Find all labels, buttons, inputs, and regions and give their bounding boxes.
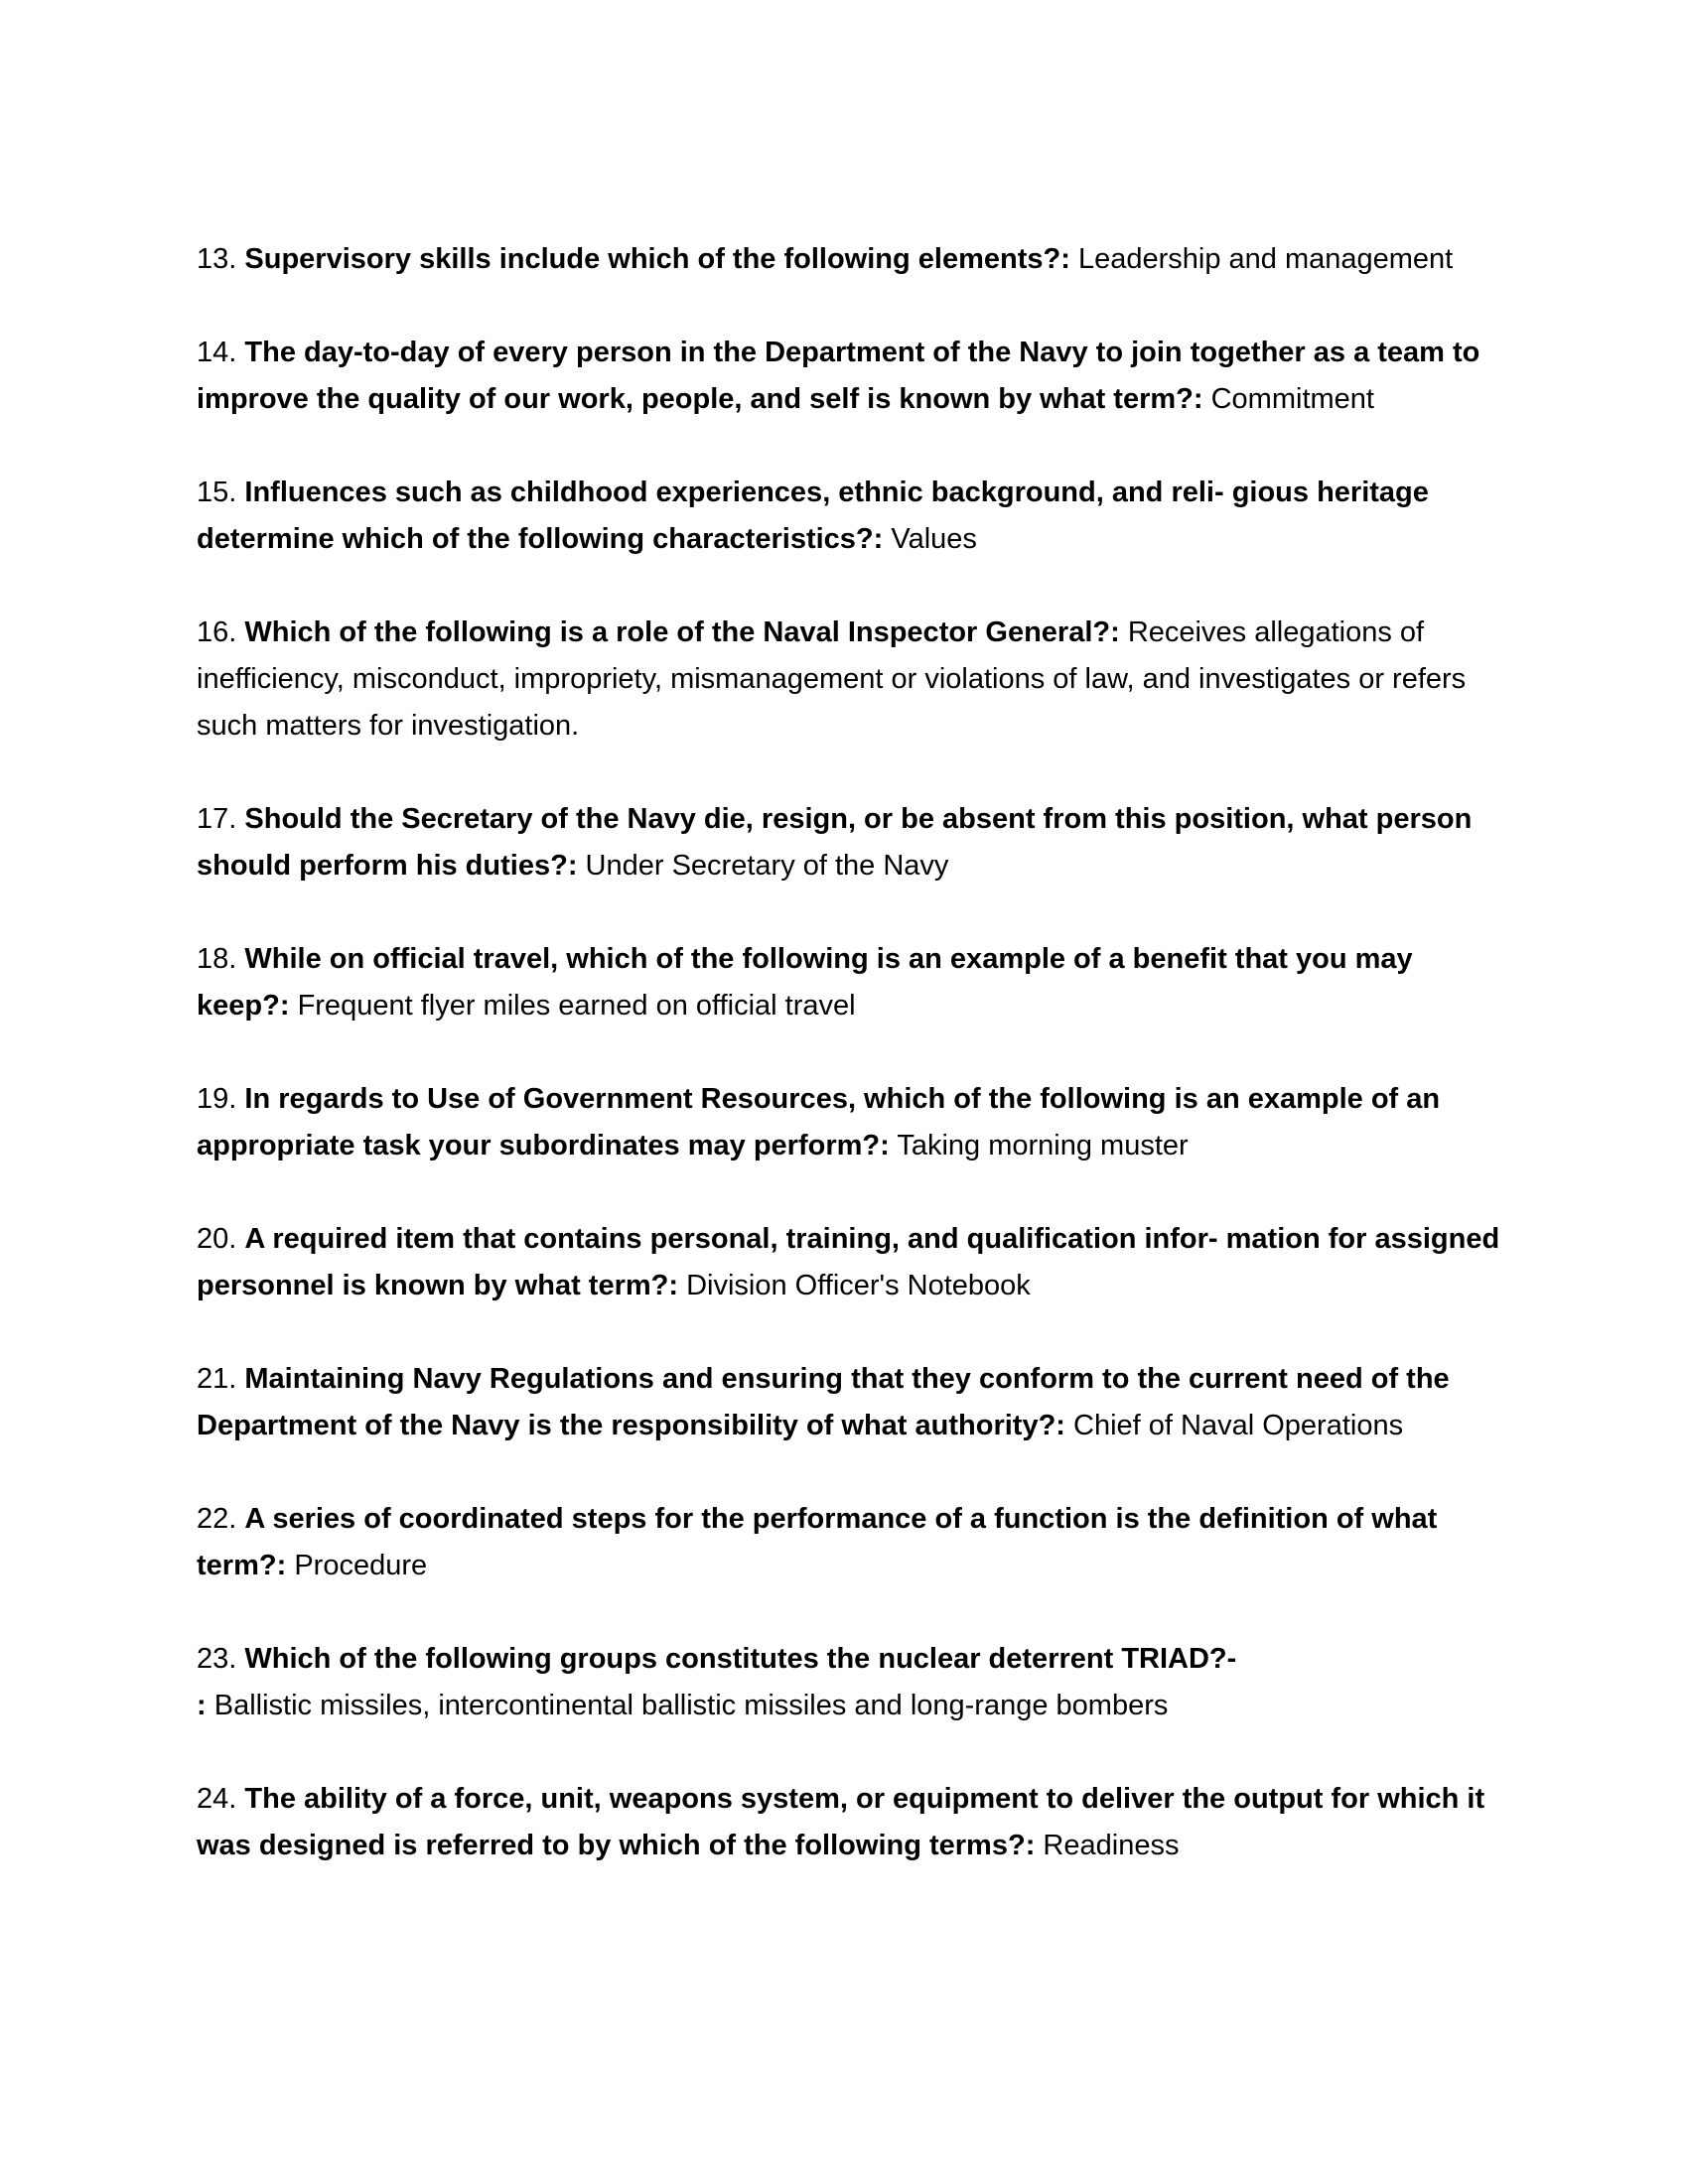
answer-separator: : [197, 1690, 207, 1721]
answer-text: Under Secretary of the Navy [585, 850, 949, 882]
answer-text: Commitment [1210, 383, 1374, 415]
answer-text: Division Officer's Notebook [686, 1270, 1031, 1301]
question-number: 21. [197, 1363, 237, 1395]
answer-separator: : [279, 990, 290, 1022]
question-text: A series of coordinated steps for the performance of a function is the definition of what term? [197, 1503, 1438, 1581]
answer-text: Leadership and management [1077, 243, 1454, 275]
answer-separator: : [1193, 383, 1203, 415]
question-text: Which of the following groups constitutes the nuclear deterrent TRIAD?- [244, 1643, 1237, 1675]
qa-item-15 [197, 470, 1507, 563]
question-number: 20. [197, 1223, 237, 1255]
answer-text: Chief of Naval Operations [1073, 1410, 1404, 1441]
question-text: While on official travel, which of the following is an example of a benefit that you may keep? [197, 943, 1413, 1022]
qa-item-14 [197, 330, 1507, 423]
question-number: 17. [197, 803, 237, 835]
answer-separator: : [1025, 1830, 1036, 1861]
qa-item-17 [197, 796, 1507, 889]
question-text: Which of the following is a role of the Naval Inspector General? [244, 616, 1111, 648]
question-text: Should the Secretary of the Navy die, resign, or be absent from this position, what person should perform his duties? [197, 803, 1473, 882]
answer-text: Values [891, 523, 977, 555]
qa-item-18 [197, 936, 1507, 1029]
answer-text: Frequent flyer miles earned on official travel [297, 990, 856, 1022]
qa-item-16 [197, 610, 1507, 750]
question-text: A required item that contains personal, training, and qualification infor- mation for assigned personnel is known by what term? [197, 1223, 1500, 1301]
qa-item-13 [197, 236, 1507, 283]
question-text: The ability of a force, unit, weapons system, or equipment to deliver the output for which it was designed is referred to by which of the following terms? [197, 1783, 1485, 1861]
answer-separator: : [880, 1130, 890, 1161]
question-number: 22. [197, 1503, 237, 1535]
question-number: 14. [197, 337, 237, 368]
answer-separator: : [567, 850, 578, 882]
answer-separator: : [668, 1270, 679, 1301]
question-text: The day-to-day of every person in the Department of the Navy to join together as a team to improve the quality of our work, people, and self is known by what term? [197, 337, 1480, 415]
answer-text: Ballistic missiles, intercontinental ballistic missiles and long-range bombers [213, 1690, 1169, 1721]
answer-separator: : [1110, 616, 1120, 648]
question-text: Influences such as childhood experiences, ethnic background, and reli- gious heritage determine which of the following characteristics? [197, 477, 1429, 555]
question-text: Supervisory skills include which of the following elements? [244, 243, 1061, 275]
qa-item-24 [197, 1776, 1507, 1869]
question-number: 13. [197, 243, 237, 275]
question-number: 24. [197, 1783, 237, 1815]
question-number: 15. [197, 477, 237, 508]
question-text: In regards to Use of Government Resources, which of the following is an example of an appropriate task your subordinates may perform? [197, 1083, 1441, 1161]
question-number: 18. [197, 943, 237, 975]
answer-separator: : [873, 523, 884, 555]
qa-item-22 [197, 1496, 1507, 1589]
answer-text: Procedure [294, 1550, 428, 1581]
question-number: 19. [197, 1083, 237, 1115]
qa-item-23 [197, 1636, 1507, 1729]
question-text: Maintaining Navy Regulations and ensuring that they conform to the current need of the Department of the Navy is the responsibility of what authority? [197, 1363, 1450, 1441]
question-number: 16. [197, 616, 237, 648]
answer-separator: : [1060, 243, 1070, 275]
document-page [197, 236, 1507, 1916]
question-number: 23. [197, 1643, 237, 1675]
qa-item-19 [197, 1076, 1507, 1169]
answer-text: Taking morning muster [897, 1130, 1189, 1161]
answer-separator: : [276, 1550, 287, 1581]
answer-separator: : [1055, 1410, 1065, 1441]
qa-item-21 [197, 1356, 1507, 1449]
answer-text: Receives allegations of inefficiency, misconduct, impropriety, mismanagement or violations of law, and investigates or refers such matters for investigation. [197, 616, 1467, 742]
answer-text: Readiness [1043, 1830, 1180, 1861]
qa-item-20 [197, 1216, 1507, 1309]
